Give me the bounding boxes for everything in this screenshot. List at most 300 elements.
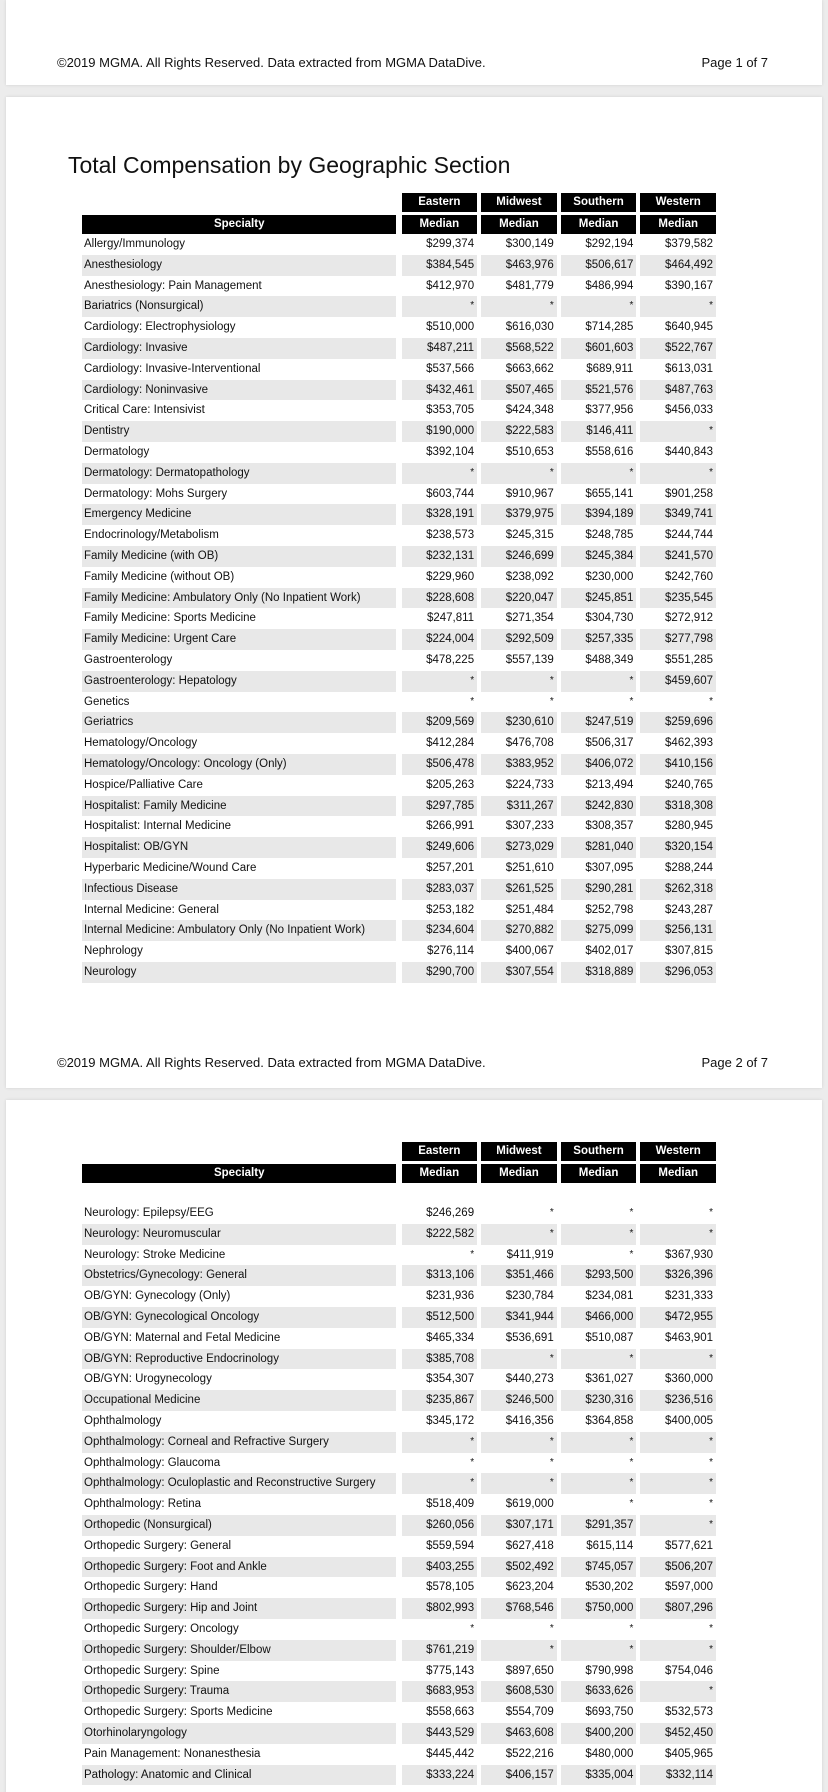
median-header: Median — [640, 215, 716, 234]
specialty-cell: Dermatology: Dermatopathology — [82, 463, 396, 484]
median-cell-midwest: $251,484 — [505, 903, 554, 916]
median-cell-eastern: $392,104 — [426, 445, 475, 458]
table-row — [82, 1473, 716, 1494]
table-row — [82, 276, 716, 297]
specialty-cell: Hematology/Oncology — [84, 737, 198, 750]
region-header-western: Western — [640, 1142, 716, 1161]
median-cell-western: * — [640, 296, 716, 317]
specialty-cell: Cardiology: Invasive — [82, 338, 396, 359]
median-cell-western: $459,607 — [640, 671, 716, 692]
median-cell-southern: $750,000 — [561, 1598, 637, 1619]
median-cell-midwest: * — [549, 695, 554, 707]
median-cell-eastern: $228,608 — [402, 588, 478, 609]
specialty-cell: Endocrinology/Metabolism — [84, 529, 219, 542]
table-row — [82, 712, 716, 733]
median-cell-eastern: * — [470, 1456, 475, 1468]
median-cell-western: $320,154 — [640, 837, 716, 858]
median-header: Median — [561, 1164, 637, 1183]
median-cell-western: $332,114 — [640, 1765, 716, 1786]
table-row — [82, 1390, 716, 1411]
median-cell-eastern: $353,705 — [426, 404, 475, 417]
specialty-cell: Family Medicine: Sports Medicine — [84, 612, 256, 625]
table-body — [82, 234, 716, 983]
median-cell-southern: $304,730 — [585, 612, 634, 625]
median-header: Median — [481, 215, 557, 234]
median-cell-eastern: $478,225 — [426, 653, 475, 666]
specialty-cell: Orthopedic Surgery: Hip and Joint — [82, 1598, 396, 1619]
median-cell-southern: * — [561, 1473, 637, 1494]
table-row — [82, 296, 716, 317]
median-cell-western: * — [640, 1681, 716, 1702]
median-cell-midwest: * — [549, 1622, 554, 1634]
table-row — [82, 463, 716, 484]
median-cell-midwest: $246,500 — [481, 1390, 557, 1411]
table-row — [82, 1349, 716, 1370]
median-cell-midwest: $261,525 — [481, 879, 557, 900]
median-cell-southern: $245,851 — [561, 588, 637, 609]
median-header: Median — [640, 1164, 716, 1183]
median-cell-eastern: $802,993 — [402, 1598, 478, 1619]
median-cell-midwest: $270,882 — [481, 920, 557, 941]
specialty-cell: Emergency Medicine — [82, 504, 396, 525]
table-row — [82, 629, 716, 650]
median-cell-eastern: $385,708 — [402, 1349, 478, 1370]
median-cell-midwest: $910,967 — [505, 487, 554, 500]
table-row — [82, 1286, 716, 1307]
table-row — [82, 442, 716, 463]
median-cell-midwest: $224,733 — [505, 778, 554, 791]
median-cell-midwest: $238,092 — [505, 570, 554, 583]
table-row — [82, 380, 716, 401]
median-cell-eastern: $412,284 — [426, 737, 475, 750]
report-title: Total Compensation by Geographic Section — [68, 152, 511, 178]
median-cell-western: $241,570 — [640, 546, 716, 567]
median-cell-midwest: $424,348 — [505, 404, 554, 417]
table-row — [82, 1515, 716, 1536]
table-row — [82, 879, 716, 900]
median-cell-midwest: $411,919 — [506, 1248, 554, 1261]
specialty-cell: Orthopedic Surgery: Sports Medicine — [84, 1706, 273, 1719]
compensation-table — [82, 193, 716, 983]
median-cell-southern: * — [629, 1207, 634, 1218]
median-cell-midwest: $300,149 — [505, 238, 554, 250]
median-cell-eastern: $403,255 — [402, 1557, 478, 1578]
median-cell-western: $577,621 — [665, 1539, 713, 1552]
median-cell-eastern: * — [470, 1248, 475, 1260]
median-cell-midwest: * — [549, 1456, 554, 1468]
median-header: Median — [402, 1164, 478, 1183]
table-header — [82, 193, 716, 234]
median-cell-eastern: $559,594 — [426, 1539, 475, 1552]
median-cell-eastern: $506,478 — [402, 754, 478, 775]
median-cell-southern: $247,519 — [561, 712, 637, 733]
median-cell-midwest: * — [481, 1432, 557, 1453]
median-cell-midwest: $307,171 — [481, 1515, 557, 1536]
median-cell-midwest: $311,267 — [481, 796, 557, 817]
specialty-cell: Geriatrics — [82, 712, 396, 733]
median-cell-western: $807,296 — [640, 1598, 716, 1619]
region-header-southern: Southern — [561, 1142, 637, 1161]
median-cell-southern: $521,576 — [561, 380, 637, 401]
median-cell-midwest: $522,216 — [505, 1747, 554, 1760]
median-cell-midwest: * — [481, 296, 557, 317]
median-cell-eastern: $558,663 — [426, 1706, 475, 1719]
median-cell-midwest: $476,708 — [505, 737, 554, 750]
median-cell-eastern: * — [402, 296, 478, 317]
median-cell-southern: * — [561, 671, 637, 692]
median-cell-western: * — [640, 1432, 716, 1453]
median-cell-western: $231,333 — [665, 1290, 713, 1303]
median-cell-midwest: $463,976 — [481, 255, 557, 276]
median-cell-southern: * — [561, 1349, 637, 1370]
table-row — [82, 338, 716, 359]
median-cell-southern: $364,858 — [585, 1414, 634, 1427]
median-cell-midwest: * — [481, 463, 557, 484]
specialty-cell: Internal Medicine: Ambulatory Only (No Inpatient Work) — [82, 920, 396, 941]
median-cell-western: $262,318 — [640, 879, 716, 900]
specialty-cell: Ophthalmology: Retina — [84, 1498, 201, 1511]
table-row — [82, 1432, 716, 1453]
median-cell-western: $296,053 — [640, 962, 716, 983]
table-row — [82, 775, 716, 796]
median-cell-western: $256,131 — [640, 920, 716, 941]
median-cell-eastern: $290,700 — [402, 962, 478, 983]
median-cell-eastern: $253,182 — [426, 903, 475, 916]
specialty-cell: Family Medicine: Urgent Care — [82, 629, 396, 650]
table-row — [82, 733, 716, 754]
specialty-cell: Pathology: Anatomic and Clinical — [82, 1765, 396, 1786]
median-cell-western: * — [640, 463, 716, 484]
table-row — [82, 1640, 716, 1661]
median-cell-eastern: * — [402, 1473, 478, 1494]
table-row — [82, 796, 716, 817]
median-cell-western: $360,000 — [665, 1373, 713, 1386]
specialty-cell: Cardiology: Electrophysiology — [84, 321, 236, 334]
median-cell-eastern: $775,143 — [426, 1664, 475, 1677]
specialty-cell: Occupational Medicine — [82, 1390, 396, 1411]
region-header-row — [82, 1142, 716, 1161]
median-cell-midwest: $406,157 — [481, 1765, 557, 1786]
specialty-cell: Orthopedic Surgery: General — [84, 1539, 232, 1552]
median-cell-southern: $230,316 — [561, 1390, 637, 1411]
median-cell-southern: $633,626 — [561, 1681, 637, 1702]
specialty-cell: Orthopedic Surgery: Trauma — [82, 1681, 396, 1702]
median-cell-midwest: $351,466 — [481, 1265, 557, 1286]
page-number: Page 2 of 7 — [701, 1055, 768, 1070]
median-cell-western: * — [640, 1473, 716, 1494]
median-cell-eastern: * — [470, 1622, 475, 1634]
table-row — [82, 1661, 716, 1682]
median-cell-eastern: $205,263 — [426, 778, 475, 791]
table-row — [82, 234, 716, 255]
specialty-cell: Orthopedic Surgery: Foot and Ankle — [82, 1557, 396, 1578]
median-cell-southern: * — [561, 1432, 637, 1453]
median-cell-eastern: $333,224 — [402, 1765, 478, 1786]
specialty-header: Specialty — [82, 1164, 396, 1183]
specialty-cell: Internal Medicine: General — [84, 903, 219, 916]
median-cell-midwest: * — [481, 1349, 557, 1370]
specialty-cell: Critical Care: Intensivist — [84, 404, 205, 417]
median-header: Median — [481, 1164, 557, 1183]
median-cell-midwest: $557,139 — [505, 653, 554, 666]
table-row — [82, 1765, 716, 1786]
median-cell-eastern: $222,582 — [402, 1224, 478, 1245]
table-row — [82, 504, 716, 525]
median-cell-western: * — [640, 1224, 716, 1245]
median-cell-midwest: $507,465 — [481, 380, 557, 401]
table-row — [82, 317, 716, 338]
region-header-midwest: Midwest — [481, 193, 557, 212]
table-row — [82, 1453, 716, 1474]
median-cell-southern: * — [629, 1248, 634, 1260]
region-header-eastern: Eastern — [402, 1142, 478, 1161]
median-cell-western: $440,843 — [665, 445, 713, 458]
median-cell-western: $463,901 — [665, 1331, 713, 1344]
table-header — [82, 1142, 716, 1203]
median-cell-midwest: $463,608 — [481, 1723, 557, 1744]
median-cell-southern: $510,087 — [585, 1331, 634, 1344]
median-cell-eastern: $297,785 — [402, 796, 478, 817]
median-cell-western: $754,046 — [665, 1664, 713, 1677]
median-cell-eastern: $231,936 — [426, 1290, 475, 1303]
specialty-cell: Hematology/Oncology: Oncology (Only) — [82, 754, 396, 775]
median-cell-southern: $655,141 — [585, 487, 634, 500]
median-cell-southern: $275,099 — [561, 920, 637, 941]
table-body — [82, 1203, 716, 1785]
median-cell-midwest: * — [481, 1224, 557, 1245]
specialty-cell: Neurology — [82, 962, 396, 983]
specialty-cell: Orthopedic Surgery: Hand — [84, 1581, 218, 1594]
specialty-cell: Ophthalmology: Glaucoma — [84, 1456, 221, 1469]
specialty-cell: Obstetrics/Gynecology: General — [82, 1265, 396, 1286]
median-cell-western: $318,308 — [640, 796, 716, 817]
median-cell-midwest: $481,779 — [505, 279, 554, 292]
median-cell-western: $522,767 — [640, 338, 716, 359]
median-cell-eastern: * — [470, 695, 475, 707]
table-row — [82, 1598, 716, 1619]
median-cell-western: $464,492 — [640, 255, 716, 276]
median-cell-western: $472,955 — [640, 1307, 716, 1328]
table-row — [82, 1557, 716, 1578]
median-cell-southern: * — [561, 296, 637, 317]
median-cell-eastern: $487,211 — [402, 338, 478, 359]
median-cell-western: $243,287 — [665, 903, 713, 916]
table-row — [82, 400, 716, 421]
median-cell-southern: $252,798 — [585, 903, 634, 916]
median-cell-eastern: $518,409 — [426, 1498, 475, 1511]
median-cell-southern: $790,998 — [585, 1664, 634, 1677]
specialty-header: Specialty — [82, 215, 396, 234]
table-row — [82, 1203, 716, 1224]
median-cell-eastern: $232,131 — [402, 546, 478, 567]
median-cell-western: $400,005 — [665, 1414, 713, 1427]
specialty-cell: Pain Management: Nonanesthesia — [84, 1747, 261, 1760]
median-cell-western: $640,945 — [665, 321, 713, 334]
median-cell-western: $242,760 — [665, 570, 713, 583]
table-row — [82, 1245, 716, 1266]
median-cell-eastern: $266,991 — [426, 820, 475, 833]
median-cell-western: $551,285 — [665, 653, 713, 666]
median-cell-midwest: $440,273 — [505, 1373, 554, 1386]
median-cell-western: $259,696 — [640, 712, 716, 733]
table-row — [82, 1723, 716, 1744]
median-cell-southern: $601,603 — [561, 338, 637, 359]
specialty-cell: OB/GYN: Gynecology (Only) — [84, 1290, 231, 1303]
specialty-cell: Dermatology: Mohs Surgery — [84, 487, 228, 500]
median-cell-western: $367,930 — [665, 1248, 713, 1261]
median-cell-midwest: $271,354 — [505, 612, 554, 625]
median-cell-western: * — [709, 1207, 713, 1218]
median-cell-southern: $745,057 — [561, 1557, 637, 1578]
median-cell-western: $487,763 — [640, 380, 716, 401]
median-cell-midwest: * — [481, 671, 557, 692]
median-cell-western: $326,396 — [640, 1265, 716, 1286]
median-cell-southern: * — [629, 695, 634, 707]
median-cell-eastern: $249,606 — [402, 837, 478, 858]
table-row — [82, 1494, 716, 1515]
table-row — [82, 858, 716, 879]
median-cell-southern: $335,004 — [561, 1765, 637, 1786]
median-cell-eastern: $384,545 — [402, 255, 478, 276]
median-cell-midwest: $627,418 — [505, 1539, 554, 1552]
median-cell-eastern: $328,191 — [402, 504, 478, 525]
specialty-cell: Bariatrics (Nonsurgical) — [82, 296, 396, 317]
median-cell-midwest: $273,029 — [481, 837, 557, 858]
median-cell-midwest: $251,610 — [505, 861, 554, 874]
median-cell-midwest: $222,583 — [481, 421, 557, 442]
table-row — [82, 900, 716, 921]
specialty-cell: Infectious Disease — [82, 879, 396, 900]
median-cell-midwest: $619,000 — [505, 1498, 554, 1511]
table-row — [82, 754, 716, 775]
table-row — [82, 608, 716, 629]
page-2 — [6, 97, 822, 1088]
median-cell-midwest: $230,610 — [481, 712, 557, 733]
table-row — [82, 484, 716, 505]
specialty-cell: Orthopedic Surgery: Shoulder/Elbow — [82, 1640, 396, 1661]
median-cell-southern: * — [629, 1456, 634, 1468]
median-cell-southern: $406,072 — [561, 754, 637, 775]
median-cell-midwest: $400,067 — [505, 945, 554, 958]
copyright-text: ©2019 MGMA. All Rights Reserved. Data extracted from MGMA DataDive. — [57, 1055, 486, 1070]
median-cell-midwest: * — [481, 1473, 557, 1494]
table-row — [82, 588, 716, 609]
median-cell-western: * — [640, 1640, 716, 1661]
median-cell-western: $240,765 — [665, 778, 713, 791]
median-cell-eastern: $412,970 — [426, 279, 475, 292]
median-cell-southern: $146,411 — [561, 421, 637, 442]
median-cell-midwest: $663,662 — [505, 362, 554, 375]
table-row — [82, 567, 716, 588]
median-cell-western: $410,156 — [640, 754, 716, 775]
median-cell-midwest: $341,944 — [481, 1307, 557, 1328]
median-cell-southern: $402,017 — [585, 945, 634, 958]
specialty-cell: Ophthalmology: Oculoplastic and Reconstructive Surgery — [82, 1473, 396, 1494]
region-header-southern: Southern — [561, 193, 637, 212]
median-cell-eastern: $247,811 — [426, 612, 475, 625]
table-row — [82, 837, 716, 858]
table-row — [82, 359, 716, 380]
median-cell-southern: $242,830 — [561, 796, 637, 817]
page-number: Page 1 of 7 — [701, 55, 768, 70]
specialty-cell: Ophthalmology: Corneal and Refractive Surgery — [82, 1432, 396, 1453]
median-cell-eastern: * — [402, 463, 478, 484]
table-row — [82, 671, 716, 692]
median-cell-western: $452,450 — [640, 1723, 716, 1744]
table-row — [82, 525, 716, 546]
table-row — [82, 1536, 716, 1557]
specialty-cell: Neurology: Neuromuscular — [82, 1224, 396, 1245]
median-cell-southern: * — [561, 1224, 637, 1245]
specialty-cell: Gastroenterology: Hepatology — [82, 671, 396, 692]
median-cell-southern: $361,027 — [585, 1373, 634, 1386]
median-cell-southern: $213,494 — [585, 778, 634, 791]
region-header-row — [82, 193, 716, 212]
specialty-cell: Genetics — [84, 695, 130, 708]
specialty-cell: Hospitalist: Internal Medicine — [84, 820, 232, 833]
median-cell-midwest: * — [481, 1640, 557, 1661]
page-3 — [6, 1100, 822, 1792]
median-cell-western: $288,244 — [665, 861, 713, 874]
median-cell-midwest: $379,975 — [481, 504, 557, 525]
median-cell-midwest: $245,315 — [505, 529, 554, 542]
median-cell-western: $379,582 — [665, 238, 713, 250]
table-row — [82, 920, 716, 941]
table-row — [82, 1265, 716, 1286]
copyright-text: ©2019 MGMA. All Rights Reserved. Data extracted from MGMA DataDive. — [57, 55, 486, 70]
page-1 — [6, 0, 822, 85]
table-row — [82, 941, 716, 962]
compensation-table — [82, 1142, 716, 1785]
median-cell-eastern: $190,000 — [402, 421, 478, 442]
median-cell-southern: $234,081 — [585, 1290, 634, 1303]
median-cell-southern: * — [561, 463, 637, 484]
median-cell-eastern: $234,604 — [402, 920, 478, 941]
specialty-cell: Otorhinolaryngology — [82, 1723, 396, 1744]
median-cell-western: $405,965 — [665, 1747, 713, 1760]
median-cell-southern: $488,349 — [585, 653, 634, 666]
table-row — [82, 692, 716, 713]
table-row — [82, 1744, 716, 1765]
median-cell-eastern: $345,172 — [426, 1414, 475, 1427]
median-cell-eastern: $246,269 — [426, 1207, 475, 1219]
stat-header-row — [82, 1164, 716, 1183]
specialty-cell: Orthopedic Surgery: Spine — [84, 1664, 220, 1677]
specialty-cell: Allergy/Immunology — [84, 238, 185, 250]
median-cell-midwest: $897,650 — [505, 1664, 554, 1677]
region-header-midwest: Midwest — [481, 1142, 557, 1161]
median-cell-eastern: $683,953 — [402, 1681, 478, 1702]
median-cell-midwest: $307,233 — [505, 820, 554, 833]
median-cell-midwest: $768,546 — [481, 1598, 557, 1619]
median-cell-western: * — [640, 1515, 716, 1536]
median-cell-western: $456,033 — [665, 404, 713, 417]
specialty-cell: Neurology: Epilepsy/EEG — [84, 1207, 214, 1219]
median-cell-eastern: $257,201 — [426, 861, 475, 874]
median-cell-eastern: $299,374 — [426, 238, 475, 250]
median-cell-western: * — [709, 695, 713, 707]
table-row — [82, 1369, 716, 1390]
specialty-cell: Dermatology — [84, 445, 150, 458]
median-cell-eastern: $510,000 — [426, 321, 475, 334]
table-row — [82, 1577, 716, 1598]
median-cell-southern: $394,189 — [561, 504, 637, 525]
median-cell-western: $532,573 — [665, 1706, 713, 1719]
median-cell-western: * — [640, 421, 716, 442]
median-cell-eastern: $224,004 — [402, 629, 478, 650]
median-cell-western: $349,741 — [640, 504, 716, 525]
median-cell-midwest: $608,530 — [481, 1681, 557, 1702]
